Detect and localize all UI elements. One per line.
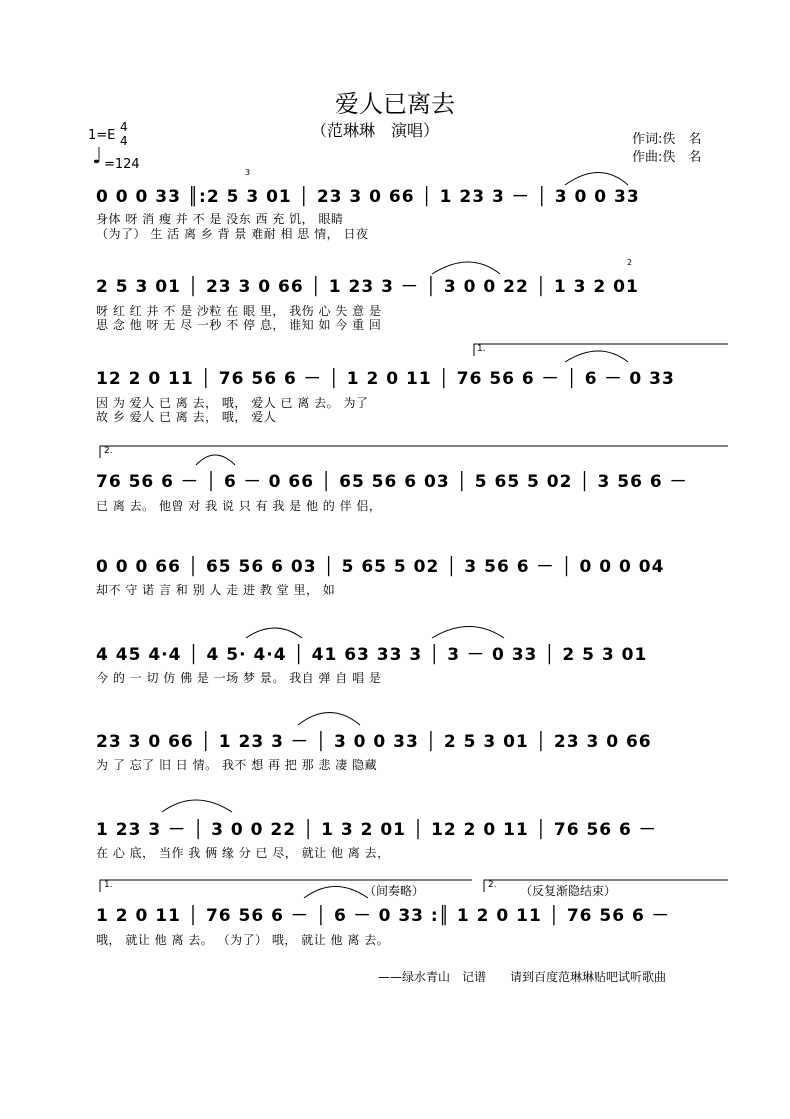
lyrics-line-4: 已 离 去。 他曾 对 我 说 只 有 我 是 他 的 伴 侣， <box>96 499 382 513</box>
grace-marking: 2 <box>627 258 633 267</box>
lyricist-credit: 作词:佚 名 <box>632 132 702 147</box>
composer-credit: 作曲:佚 名 <box>632 150 702 165</box>
lyrics-line-1b: （为了） 生 活 离 乡 背 景 难耐 相 思 情， 日夜 <box>96 227 369 241</box>
lyrics-line-9: 哦， 就让 他 离 去。 （为了） 哦， 就让 他 离 去。 <box>96 933 390 947</box>
score-line-4: 76 56 6 － │ 6 － 0 66 │ 65 56 6 03 │ 5 65 5 02 │ 3 56 6 － <box>96 472 688 492</box>
ending-1-label-b: 1. <box>104 880 113 890</box>
lyrics-line-2b: 思 念 他 呀 无 尽 一秒 不 停 息， 谁知 如 今 重 回 <box>96 318 382 332</box>
slur-8 <box>162 800 232 812</box>
slur-3 <box>565 351 628 362</box>
transcriber-credit: ——绿水青山 记谱 <box>378 970 487 984</box>
ending-2-label-b: 2. <box>488 880 497 890</box>
score-line-2: 2 5 3 01 │ 23 3 0 66 │ 1 23 3 － │ 3 0 0 22 │ 1 3 2 01 <box>96 277 639 297</box>
triplet-marking: 3 <box>245 168 251 177</box>
lyrics-line-1a: 身体 呀 消 瘦 并 不 是 没东 西 充 饥， 眼睛 <box>96 212 344 226</box>
score-line-1: 0 0 0 33 ║:2 5 3 01 │ 23 3 0 66 │ 1 23 3 － │ 3 0 0 33 <box>96 187 640 207</box>
lyrics-line-5: 却不 守 诺 言 和 别 人 走 进 教 堂 里， 如 <box>96 583 336 597</box>
score-line-5: 0 0 0 66 │ 65 56 6 03 │ 5 65 5 02 │ 3 56 6 － │ 0 0 0 04 <box>96 557 665 577</box>
listen-note: 请到百度范琳琳贴吧试听歌曲 <box>510 970 667 984</box>
lyrics-line-8: 在 心 底， 当作 我 俩 缘 分 已 尽， 就让 他 离 去， <box>96 846 390 860</box>
score-line-9: 1 2 0 11 │ 76 56 6 － │ 6 － 0 33 :║ 1 2 0 11 │ 76 56 6 － <box>96 906 670 926</box>
song-subtitle: （范琳琳 演唱） <box>310 121 439 140</box>
lyrics-line-6: 今 的 一 切 仿 佛 是 一场 梦 景。 我自 弹 自 唱 是 <box>96 671 382 685</box>
ending-1-bracket-b <box>100 880 472 892</box>
tempo-marking: =124 <box>104 157 140 172</box>
slur-1 <box>565 173 628 186</box>
slur-4 <box>196 455 235 465</box>
ending-2-bracket-a <box>100 446 728 458</box>
slur-9 <box>304 887 368 899</box>
interlude-marking: （间奏略） <box>364 884 425 898</box>
lyrics-line-3b: 故 乡 爱人 已 离 去， 哦， 爱人 <box>96 410 277 424</box>
score-line-3: 12 2 0 11 │ 76 56 6 － │ 1 2 0 11 │ 76 56 6 － │ 6 － 0 33 <box>96 369 675 389</box>
ending-2-bracket-b <box>484 880 728 892</box>
time-signature: 4 4 <box>120 120 128 148</box>
score-line-6: 4 45 4·4 │ 4 5· 4·4 │ 41 63 33 3 │ 3 － 0 33 │ 2 5 3 01 <box>96 645 648 665</box>
score-line-7: 23 3 0 66 │ 1 23 3 － │ 3 0 0 33 │ 2 5 3 01 │ 23 3 0 66 <box>96 732 652 752</box>
slur-2 <box>432 262 500 274</box>
lyrics-line-7: 为 了 忘了 旧 日 情。 我不 想 再 把 那 悲 凄 隐藏 <box>96 758 378 772</box>
ending-1-bracket-a <box>474 344 728 356</box>
song-title: 爱人已离去 <box>335 90 455 118</box>
key-signature: 1=E <box>88 128 116 143</box>
ending-1-label-a: 1. <box>477 344 486 354</box>
score-line-8: 1 23 3 － │ 3 0 0 22 │ 1 3 2 01 │ 12 2 0 11 │ 76 56 6 － <box>96 820 657 840</box>
fade-out-marking: （反复渐隐结束） <box>520 884 617 898</box>
slur-7 <box>298 713 360 726</box>
quarter-note-icon: ♩ <box>92 144 103 169</box>
slur-5 <box>246 628 302 638</box>
ending-2-label-a: 2. <box>104 446 113 456</box>
lyrics-line-3a: 因 为 爱人 已 离 去， 哦， 爱人 已 离 去。 为了 <box>96 396 369 410</box>
slur-6 <box>432 627 504 639</box>
lyrics-line-2a: 呀 红 红 并 不 是 沙粒 在 眼 里， 我伤 心 失 意 是 <box>96 304 382 318</box>
